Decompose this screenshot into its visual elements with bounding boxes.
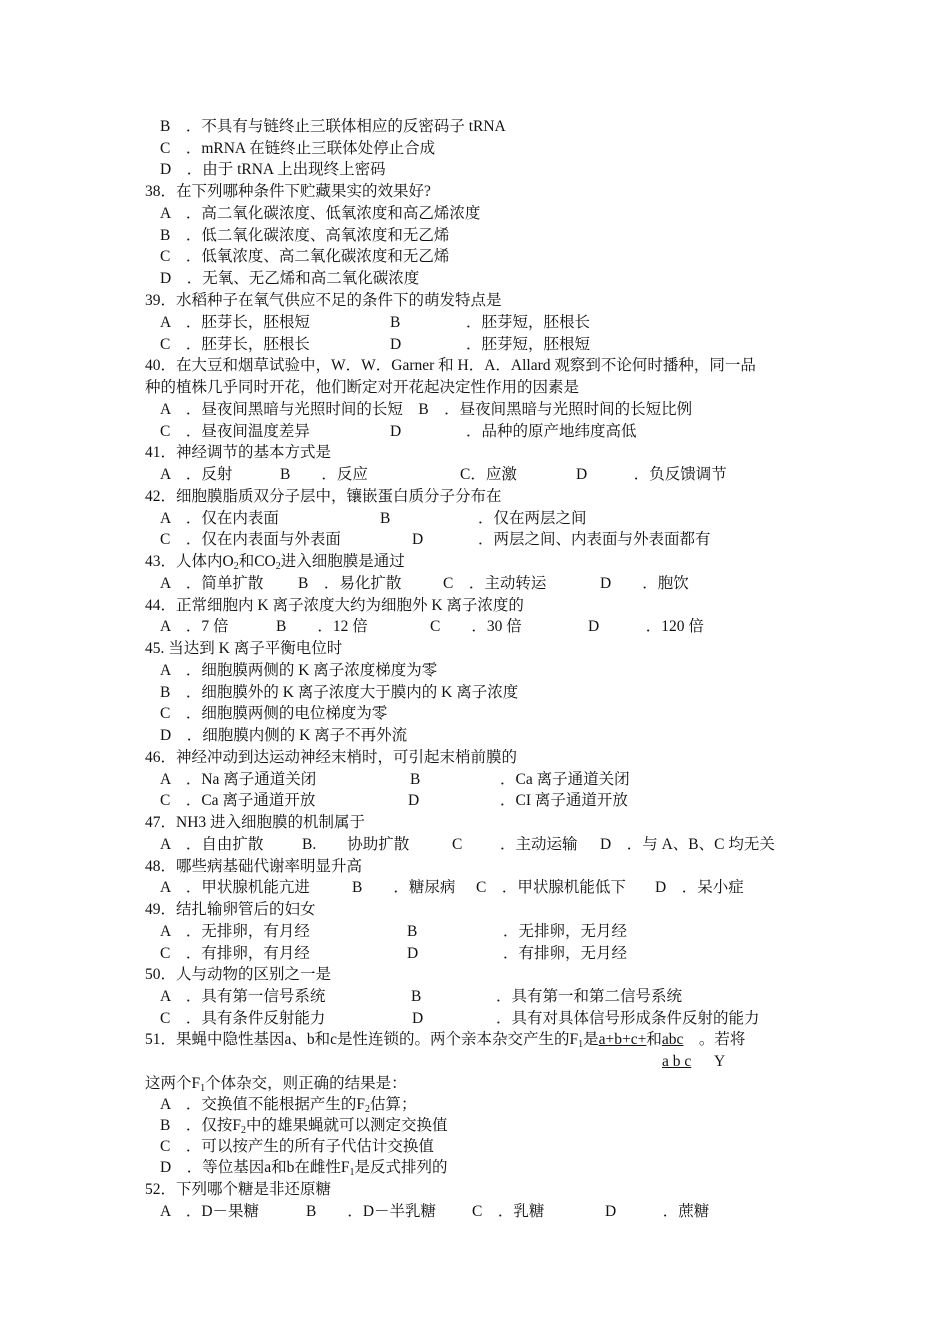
option-b: B ．易化扩散 xyxy=(298,575,402,592)
question-text: 和 xyxy=(646,1031,662,1048)
option-a: A ．高二氧化碳浓度、低氧浓度和高乙烯浓度 xyxy=(160,205,481,222)
option-d-letter: D xyxy=(407,945,419,962)
option-b: B. 协助扩散 xyxy=(302,836,410,853)
question-38: 38．在下列哪种条件下贮藏果实的效果好? xyxy=(145,183,431,200)
genotype: abc xyxy=(661,1031,684,1048)
option-b: B ．12 倍 xyxy=(276,618,368,635)
option-b xyxy=(160,1116,447,1136)
question-52: 52．下列哪个糖是非还原糖 xyxy=(145,1181,332,1198)
subscript: 1 xyxy=(200,1083,206,1094)
question-text: 43．人体内O xyxy=(145,553,234,570)
option-b: B ．细胞膜外的 K 离子浓度大于膜内的 K 离子浓度 xyxy=(160,684,519,701)
option-c: C ．仅在内表面与外表面 xyxy=(160,531,341,548)
option-d: ．两层之间、内表面与外表面都有 xyxy=(478,531,711,548)
question-text: 个体杂交，则正确的结果是： xyxy=(205,1075,407,1092)
question-44: 44．正常细胞内 K 离子浓度大约为细胞外 K 离子浓度的 xyxy=(145,597,524,614)
option-a: A ．胚芽长，胚根短 xyxy=(160,314,310,331)
option-c: C ．mRNA 在链终止三联体处停止合成 xyxy=(160,140,436,157)
option-d: ．CI 离子通道开放 xyxy=(500,792,628,809)
option-a: A ．仅在内表面 xyxy=(160,510,279,527)
question-text: 。若将 xyxy=(683,1031,746,1048)
option-b-letter: B xyxy=(390,314,401,331)
question-text: 进入细胞膜是通过 xyxy=(280,553,405,570)
option-c: C ．甲状腺机能低下 xyxy=(476,879,626,896)
option-c: C ．Ca 离子通道开放 xyxy=(160,792,316,809)
option-b: B ．糖尿病 xyxy=(352,879,456,896)
option-d: D ．无氧、无乙烯和高二氧化碳浓度 xyxy=(160,270,420,287)
option-b-letter: B xyxy=(410,771,421,788)
option-c: C ．主动转运 xyxy=(443,575,547,592)
option-text: 是反式排列的 xyxy=(354,1159,448,1176)
option-b: B ．不具有与链终止三联体相应的反密码子 tRNA xyxy=(160,118,506,135)
question-text: 是 xyxy=(583,1031,599,1048)
option-d: ．有排卵，无月经 xyxy=(503,945,628,962)
subscript: 2 xyxy=(275,561,281,572)
question-43 xyxy=(145,552,405,572)
option-a: A ．7 倍 xyxy=(160,618,229,635)
genotype-struck: a+b+c+ xyxy=(598,1031,647,1048)
option-a-b: A ．昼夜间黑暗与光照时间的长短 B ．昼夜间黑暗与光照时间的长短比例 xyxy=(160,401,693,418)
option-c: C ．乳糖 xyxy=(472,1203,545,1220)
option-c: C．应激 xyxy=(460,466,517,483)
question-47: 47．NH3 进入细胞膜的机制属于 xyxy=(145,814,366,831)
subscript: 1 xyxy=(349,1167,355,1178)
option-d: D ．与 A、B、C 均无关 xyxy=(600,836,775,853)
y-chromosome-label: Y xyxy=(714,1053,726,1070)
question-51 xyxy=(145,1030,745,1050)
option-text: 中的雄果蝇就可以测定交换值 xyxy=(245,1117,448,1134)
option-d xyxy=(160,1158,447,1178)
option-d: D ．蔗糖 xyxy=(605,1203,710,1220)
option-c-letter: C xyxy=(452,836,463,853)
option-d: D ．由于 tRNA 上出现终上密码 xyxy=(160,161,386,178)
subscript: 2 xyxy=(364,1104,370,1115)
option-c: C ．具有条件反射能力 xyxy=(160,1010,326,1027)
option-a: A ．自由扩散 xyxy=(160,836,264,853)
option-c: C ．胚芽长，胚根长 xyxy=(160,336,310,353)
option-a: A ．细胞膜两侧的 K 离子浓度梯度为零 xyxy=(160,662,438,679)
question-41: 41．神经调节的基本方式是 xyxy=(145,444,332,461)
option-a: A ．反射 xyxy=(160,466,233,483)
option-a: A ．简单扩散 xyxy=(160,575,264,592)
question-46: 46．神经冲动到达运动神经末梢时，可引起末梢前膜的 xyxy=(145,749,518,766)
option-text: B ．仅按F xyxy=(160,1117,241,1134)
question-text: 这两个F xyxy=(145,1075,201,1092)
option-a: A ．甲状腺机能亢进 xyxy=(160,879,310,896)
question-40-continued: 种的植株几乎同时开花，他们断定对开花起决定性作用的因素是 xyxy=(145,379,580,396)
option-a: A ．具有第一信号系统 xyxy=(160,988,326,1005)
option-text: 估算； xyxy=(369,1096,417,1113)
question-39: 39．水稻种子在氧气供应不足的条件下的萌发特点是 xyxy=(145,292,502,309)
question-45: 45. 当达到 K 离子平衡电位时 xyxy=(145,640,343,657)
option-b: ．Ca 离子通道关闭 xyxy=(500,771,630,788)
option-c: ．主动运输 xyxy=(500,836,578,853)
option-b: B ．反应 xyxy=(280,466,368,483)
option-c: C ．有排卵，有月经 xyxy=(160,945,310,962)
option-d-letter: D xyxy=(408,792,420,809)
question-48: 48．哪些病基础代谢率明显升高 xyxy=(145,858,363,875)
option-c: C ．30 倍 xyxy=(430,618,522,635)
option-d: D ．胞饮 xyxy=(600,575,689,592)
option-a: A ．Na 离子通道关闭 xyxy=(160,771,317,788)
question-42: 42．细胞膜脂质双分子层中，镶嵌蛋白质分子分布在 xyxy=(145,488,502,505)
question-51-continued xyxy=(145,1074,407,1094)
option-d: ．品种的原产地纬度高低 xyxy=(466,423,637,440)
option-c: C ．昼夜间温度差异 xyxy=(160,423,310,440)
option-b: B ．D－半乳糖 xyxy=(306,1203,437,1220)
option-text: D ．等位基因a和b在雌性F xyxy=(160,1159,350,1176)
question-40: 40．在大豆和烟草试验中，W．W．Garner 和 H．A．Allard 观察到不论何时播种，同一品 xyxy=(145,357,756,374)
option-b-letter: B xyxy=(411,988,422,1005)
option-d: ．具有对具体信号形成条件反射的能力 xyxy=(496,1010,760,1027)
option-c: C ．可以按产生的所有子代估计交换值 xyxy=(160,1138,434,1155)
option-c: C ．细胞膜两侧的电位梯度为零 xyxy=(160,705,388,722)
option-b-letter: B xyxy=(407,923,418,940)
option-d-letter: D xyxy=(412,1010,424,1027)
option-d-letter: D xyxy=(390,336,402,353)
option-b: ．无排卵，无月经 xyxy=(503,923,628,940)
subscript: 1 xyxy=(578,1039,584,1050)
option-b: ．胚芽短，胚根长 xyxy=(466,314,591,331)
option-a xyxy=(160,1095,416,1115)
subscript: 2 xyxy=(233,561,239,572)
option-d: D ．负反馈调节 xyxy=(576,466,727,483)
option-b: B ．低二氧化碳浓度、高氧浓度和无乙烯 xyxy=(160,227,450,244)
genotype-denominator: a b c xyxy=(662,1053,692,1070)
option-d: D ．细胞膜内侧的 K 离子不再外流 xyxy=(160,727,408,744)
option-a: A ．D－果糖 xyxy=(160,1203,260,1220)
option-d: ．胚芽短，胚根短 xyxy=(466,336,591,353)
option-d-letter: D xyxy=(412,531,424,548)
option-b: ．仅在两层之间 xyxy=(478,510,587,527)
subscript: 2 xyxy=(240,1125,246,1136)
option-c: C ．低氧浓度、高二氧化碳浓度和无乙烯 xyxy=(160,248,450,265)
option-b-letter: B xyxy=(380,510,391,527)
option-text: A ．交换值不能根据产生的F xyxy=(160,1096,365,1113)
option-d: D ．120 倍 xyxy=(588,618,704,635)
question-text: 和CO xyxy=(238,553,276,570)
question-50: 50．人与动物的区别之一是 xyxy=(145,966,332,983)
option-b: ．具有第一和第二信号系统 xyxy=(496,988,683,1005)
option-d-letter: D xyxy=(390,423,402,440)
option-a: A ．无排卵，有月经 xyxy=(160,923,310,940)
question-text: 51．果蝇中隐性基因a、b和c是性连锁的。两个亲本杂交产生的F xyxy=(145,1031,579,1048)
option-d: D ．呆小症 xyxy=(655,879,744,896)
question-49: 49．结扎输卵管后的妇女 xyxy=(145,901,316,918)
